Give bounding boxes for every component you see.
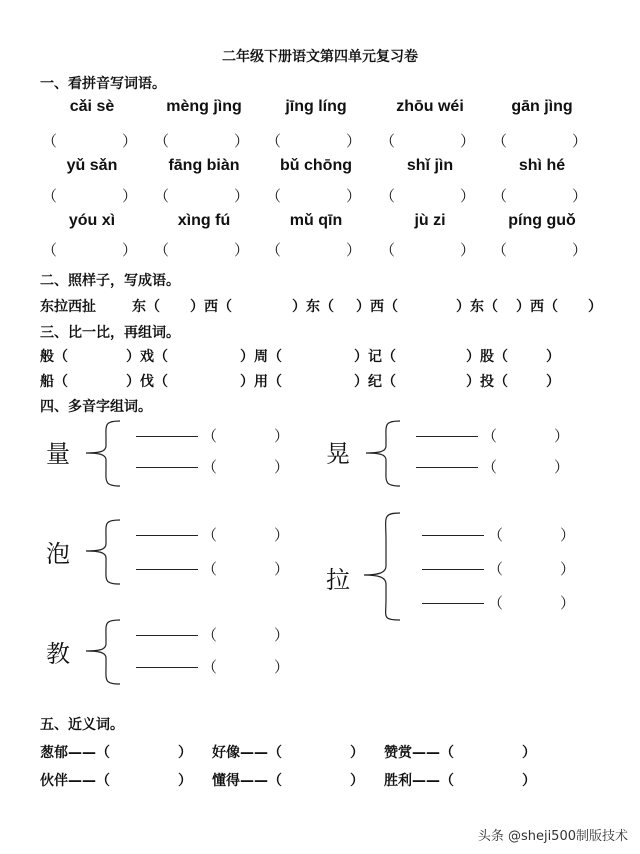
answer-paren-open: （: [42, 187, 58, 205]
compare-item: ）用（: [240, 374, 282, 390]
answer-paren-close: ）: [346, 132, 362, 150]
answer-paren-close: ）: [234, 132, 250, 150]
answer-paren-open: （: [202, 427, 218, 445]
idiom-blank: ）东（: [456, 299, 498, 315]
answer-paren-close: ）: [122, 187, 138, 205]
answer-paren-open: （: [488, 526, 504, 544]
answer-paren-open: （: [492, 132, 508, 150]
polyphone-jiao: 教: [46, 640, 70, 668]
answer-line: [136, 467, 198, 468]
compare-item: 般（: [40, 349, 68, 365]
synonym-item: ）: [350, 745, 364, 761]
answer-paren-open: （: [488, 594, 504, 612]
answer-paren-open: （: [154, 241, 170, 259]
answer-paren-close: ）: [274, 560, 290, 578]
idiom-blank: ）西（: [516, 299, 558, 315]
idiom-blank: ）西（: [356, 299, 398, 315]
compare-item: 船（: [40, 374, 68, 390]
polyphone-la: 拉: [326, 566, 350, 594]
pinyin-item: shì hé: [518, 157, 566, 174]
answer-line: [422, 603, 484, 604]
synonym-item: ）: [522, 773, 536, 789]
pinyin-item: fāng biàn: [168, 157, 240, 174]
answer-line: [136, 667, 198, 668]
answer-paren-open: （: [482, 458, 498, 476]
answer-paren-open: （: [380, 187, 396, 205]
answer-paren-open: （: [380, 132, 396, 150]
synonym-item: ）: [522, 745, 536, 761]
pinyin-item: zhōu wéi: [396, 98, 464, 115]
compare-item: ）戏（: [126, 349, 168, 365]
polyphone-huang: 晃: [326, 440, 350, 468]
answer-paren-open: （: [380, 241, 396, 259]
idiom-blank: ）东（: [292, 299, 334, 315]
synonym-item: 葱郁——（: [40, 745, 110, 761]
answer-paren-open: （: [266, 241, 282, 259]
pinyin-item: bǔ chōng: [280, 157, 352, 174]
synonym-item: 伙伴——（: [40, 773, 110, 789]
section-3-heading: 三、比一比，再组词。: [40, 325, 180, 341]
answer-line: [422, 535, 484, 536]
compare-item: ）记（: [354, 349, 396, 365]
compare-item: ）周（: [240, 349, 282, 365]
answer-paren-close: ）: [572, 187, 588, 205]
answer-paren-open: （: [42, 241, 58, 259]
answer-line: [416, 467, 478, 468]
answer-paren-close: ）: [122, 241, 138, 259]
section-4-heading: 四、多音字组词。: [40, 399, 152, 415]
answer-paren-close: ）: [554, 458, 570, 476]
idiom-blank: ）西（: [190, 299, 232, 315]
answer-paren-close: ）: [274, 458, 290, 476]
section-1-heading: 一、看拼音写词语。: [40, 76, 166, 92]
answer-paren-open: （: [202, 526, 218, 544]
brace-huang: [366, 421, 400, 486]
answer-paren-close: ）: [122, 132, 138, 150]
answer-paren-open: （: [42, 132, 58, 150]
answer-paren-close: ）: [346, 187, 362, 205]
section-5-heading: 五、近义词。: [40, 717, 124, 733]
brace-pao: [86, 520, 120, 584]
pinyin-item: mèng jìng: [166, 98, 242, 115]
answer-paren-open: （: [202, 658, 218, 676]
answer-paren-open: （: [492, 187, 508, 205]
answer-paren-close: ）: [572, 241, 588, 259]
answer-paren-close: ）: [460, 241, 476, 259]
pinyin-item: yóu xì: [68, 212, 116, 229]
pinyin-item: cǎi sè: [69, 98, 115, 115]
answer-paren-close: ）: [560, 560, 576, 578]
answer-line: [422, 569, 484, 570]
pinyin-item: jīng líng: [285, 98, 347, 115]
answer-paren-open: （: [492, 241, 508, 259]
answer-paren-open: （: [202, 458, 218, 476]
pinyin-item: yǔ sǎn: [66, 157, 118, 174]
answer-paren-open: （: [266, 132, 282, 150]
answer-paren-open: （: [266, 187, 282, 205]
answer-paren-close: ）: [234, 241, 250, 259]
answer-paren-open: （: [154, 187, 170, 205]
synonym-item: 好像——（: [212, 745, 282, 761]
answer-line: [136, 436, 198, 437]
pinyin-item: shǐ jìn: [406, 157, 454, 174]
compare-item: ）纪（: [354, 374, 396, 390]
answer-line: [136, 635, 198, 636]
answer-paren-close: ）: [274, 658, 290, 676]
polyphone-pao: 泡: [46, 540, 70, 568]
pinyin-item: xìng fú: [177, 212, 231, 229]
compare-item: ）投（: [466, 374, 508, 390]
answer-paren-close: ）: [274, 526, 290, 544]
answer-paren-close: ）: [274, 427, 290, 445]
compare-item: ）: [546, 349, 560, 365]
compare-item: ）股（: [466, 349, 508, 365]
answer-paren-open: （: [202, 626, 218, 644]
synonym-item: 懂得——（: [212, 773, 282, 789]
answer-line: [416, 436, 478, 437]
brace-la: [364, 513, 400, 620]
idiom-example: 东拉西扯: [40, 299, 96, 315]
answer-line: [136, 569, 198, 570]
answer-paren-open: （: [488, 560, 504, 578]
compare-item: ）: [546, 374, 560, 390]
answer-paren-open: （: [202, 560, 218, 578]
answer-paren-open: （: [154, 132, 170, 150]
answer-paren-close: ）: [346, 241, 362, 259]
idiom-blank: ）: [588, 299, 602, 315]
answer-paren-close: ）: [234, 187, 250, 205]
answer-paren-close: ）: [560, 526, 576, 544]
synonym-item: ）: [350, 773, 364, 789]
answer-paren-close: ）: [460, 187, 476, 205]
page-title: 二年级下册语文第四单元复习卷: [222, 49, 418, 65]
pinyin-item: gān jìng: [511, 98, 573, 115]
answer-paren-close: ）: [554, 427, 570, 445]
pinyin-item: píng guǒ: [508, 212, 576, 229]
compare-item: ）伐（: [126, 374, 168, 390]
section-2-heading: 二、照样子，写成语。: [40, 273, 180, 289]
synonym-item: 胜利——（: [384, 773, 454, 789]
polyphone-liang: 量: [46, 440, 70, 468]
answer-line: [136, 535, 198, 536]
idiom-blank: 东（: [132, 299, 160, 315]
synonym-item: 赞赏——（: [384, 745, 454, 761]
answer-paren-close: ）: [560, 594, 576, 612]
synonym-item: ）: [178, 773, 192, 789]
synonym-item: ）: [178, 745, 192, 761]
answer-paren-close: ）: [572, 132, 588, 150]
pinyin-item: jù zi: [414, 212, 446, 229]
answer-paren-close: ）: [274, 626, 290, 644]
pinyin-item: mǔ qīn: [289, 212, 343, 229]
brace-liang: [86, 421, 120, 486]
brace-jiao: [86, 620, 120, 684]
answer-paren-close: ）: [460, 132, 476, 150]
watermark: 头条 @sheji500制版技术: [477, 829, 628, 844]
answer-paren-open: （: [482, 427, 498, 445]
